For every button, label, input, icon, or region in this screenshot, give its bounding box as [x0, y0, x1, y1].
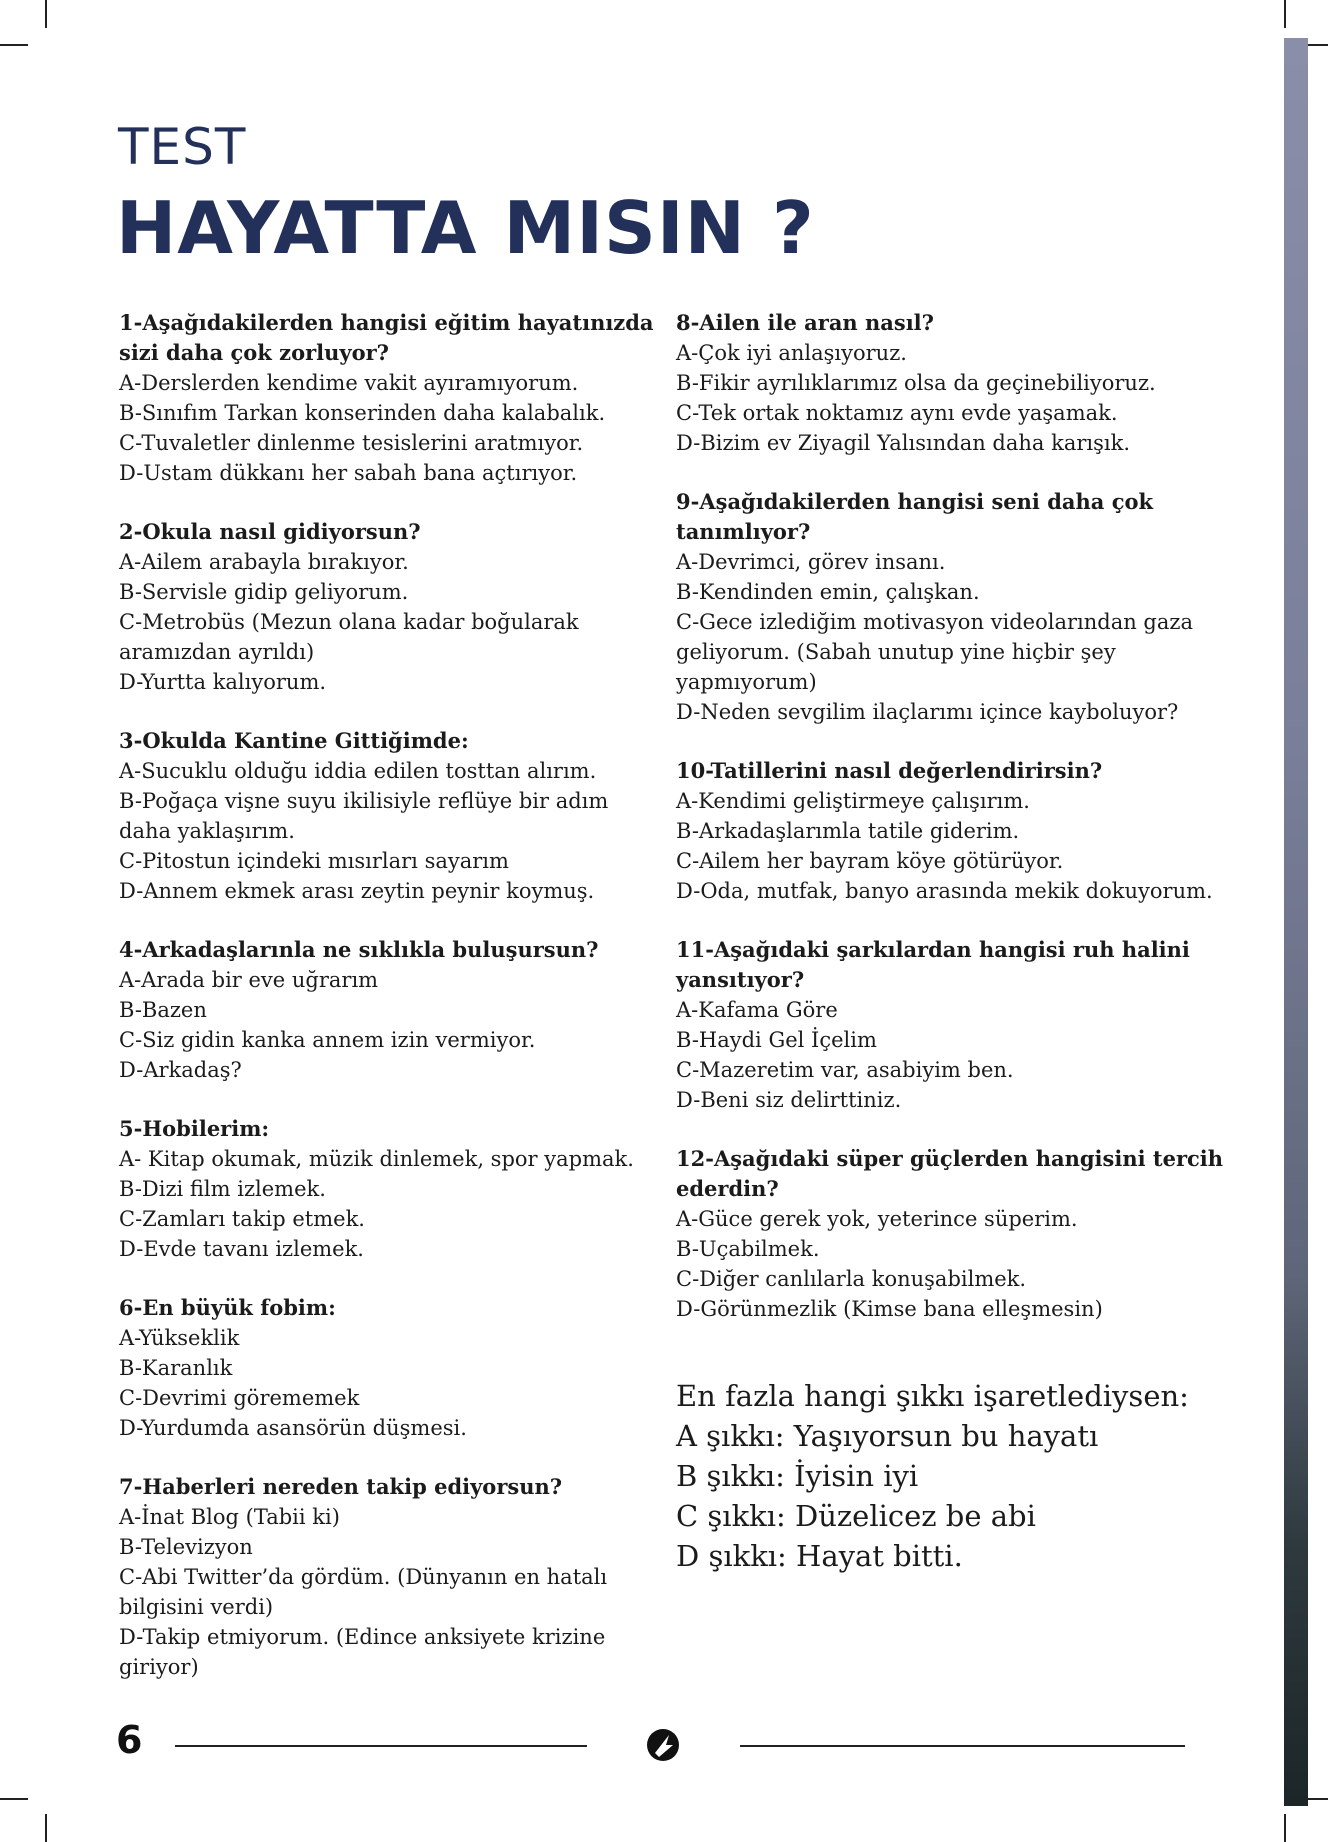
answer-option: B-Sınıfım Tarkan konserinden daha kalabalık. — [119, 401, 606, 425]
answer-option: B-Bazen — [119, 998, 207, 1022]
crop-mark — [1284, 1814, 1286, 1842]
answer-option: B-Fikir ayrılıklarımız olsa da geçinebiliyoruz. — [676, 371, 1156, 395]
crop-mark — [45, 0, 47, 28]
answer-option: B-Dizi film izlemek. — [119, 1177, 326, 1201]
answer-option: A-Kendimi geliştirmeye çalışırım. — [676, 789, 1030, 813]
answer-option: A-Çok iyi anlaşıyoruz. — [676, 341, 907, 365]
question-title: 4-Arkadaşlarınla ne sıklıkla buluşursun? — [119, 937, 599, 962]
question-title: 8-Ailen ile aran nasıl? — [676, 310, 934, 335]
summary-heading: En fazla hangi şıkkı işaretlediysen: — [676, 1379, 1189, 1413]
question-title: 6-En büyük fobim: — [119, 1295, 336, 1320]
question-title: 1-Aşağıdakilerden hangisi eğitim hayatınızda sizi daha çok zorluyor? — [119, 310, 654, 365]
question-block — [119, 935, 659, 1085]
answer-option: D-Takip etmiyorum. (Edince anksiyete krizine giriyor) — [119, 1625, 606, 1679]
answer-option: C-Pitostun içindeki mısırları sayarım — [119, 849, 509, 873]
answer-option: D-Bizim ev Ziyagil Yalısından daha karışık. — [676, 431, 1130, 455]
question-title: 2-Okula nasıl gidiyorsun? — [119, 519, 421, 544]
question-title: 5-Hobilerim: — [119, 1116, 270, 1141]
answer-option: D-Oda, mutfak, banyo arasında mekik dokuyorum. — [676, 879, 1213, 903]
question-block — [119, 726, 659, 906]
answer-option: D-Yurtta kalıyorum. — [119, 670, 327, 694]
answer-option: D-Neden sevgilim ilaçlarımı içince kayboluyor? — [676, 700, 1179, 724]
footer-divider — [175, 1745, 587, 1747]
question-block — [119, 1293, 659, 1443]
answer-option: C-Tuvaletler dinlenme tesislerini aratmıyor. — [119, 431, 584, 455]
answer-option: A-Ailem arabayla bırakıyor. — [119, 550, 409, 574]
summary-line: A şıkkı: Yaşıyorsun bu hayatı — [676, 1419, 1099, 1453]
answer-option: C-Devrimi görememek — [119, 1386, 360, 1410]
question-title: 10-Tatillerini nasıl değerlendirirsin? — [676, 758, 1103, 783]
answer-option: A-Yükseklik — [119, 1326, 240, 1350]
answer-option: C-Gece izlediğim motivasyon videolarından gaza geliyorum. (Sabah unutup yine hiçbir şey yapmıyorum) — [676, 610, 1193, 694]
page-number: 6 — [116, 1718, 143, 1762]
question-block — [676, 756, 1236, 906]
crop-mark — [45, 1814, 47, 1842]
question-block — [119, 517, 659, 697]
answer-option: D-Arkadaş? — [119, 1058, 242, 1082]
decorative-side-strip — [1284, 38, 1308, 1806]
summary-line: D şıkkı: Hayat bitti. — [676, 1539, 963, 1573]
answer-option: A-İnat Blog (Tabii ki) — [119, 1505, 340, 1529]
question-title: 11-Aşağıdaki şarkılardan hangisi ruh halini yansıtıyor? — [676, 937, 1190, 992]
summary-line: C şıkkı: Düzelicez be abi — [676, 1499, 1036, 1533]
answer-option: C-Mazeretim var, asabiyim ben. — [676, 1058, 1014, 1082]
answer-option: C-Diğer canlılarla konuşabilmek. — [676, 1267, 1027, 1291]
answer-option: C-Siz gidin kanka annem izin vermiyor. — [119, 1028, 536, 1052]
right-column — [676, 308, 1236, 1576]
answer-option: B-Televizyon — [119, 1535, 253, 1559]
question-title: 3-Okulda Kantine Gittiğimde: — [119, 728, 469, 753]
question-block — [676, 935, 1236, 1115]
left-column — [119, 308, 659, 1711]
answer-option: D-Yurdumda asansörün düşmesi. — [119, 1416, 467, 1440]
answer-option: A-Derslerden kendime vakit ayıramıyorum. — [119, 371, 579, 395]
answer-option: A-Devrimci, görev insanı. — [676, 550, 946, 574]
answer-option: C-Zamları takip etmek. — [119, 1207, 365, 1231]
question-title: 7-Haberleri nereden takip ediyorsun? — [119, 1474, 563, 1499]
crop-mark — [0, 1798, 28, 1800]
answer-option: D-Evde tavanı izlemek. — [119, 1237, 364, 1261]
answer-option: B-Poğaça vişne suyu ikilisiyle reflüye bir adım daha yaklaşırım. — [119, 789, 609, 843]
result-summary — [676, 1376, 1236, 1576]
summary-line: B şıkkı: İyisin iyi — [676, 1459, 919, 1493]
question-block — [676, 308, 1236, 458]
answer-option: B-Arkadaşlarımla tatile giderim. — [676, 819, 1020, 843]
answer-option: A-Kafama Göre — [676, 998, 838, 1022]
crop-mark — [0, 44, 28, 46]
answer-option: A-Güce gerek yok, yeterince süperim. — [676, 1207, 1078, 1231]
answer-option: B-Servisle gidip geliyorum. — [119, 580, 409, 604]
answer-option: B-Haydi Gel İçelim — [676, 1028, 877, 1052]
page-kicker: TEST — [118, 118, 247, 176]
page-title: HAYATTA MISIN ? — [116, 186, 815, 270]
question-block — [676, 487, 1236, 727]
answer-option: C-Ailem her bayram köye götürüyor. — [676, 849, 1064, 873]
question-block — [119, 1472, 659, 1682]
answer-option: D-Görünmezlik (Kimse bana elleşmesin) — [676, 1297, 1103, 1321]
answer-option: C-Metrobüs (Mezun olana kadar boğularak aramızdan ayrıldı) — [119, 610, 579, 664]
answer-option: B-Kendinden emin, çalışkan. — [676, 580, 980, 604]
footer-divider — [740, 1745, 1185, 1747]
question-title: 12-Aşağıdaki süper güçlerden hangisini tercih ederdin? — [676, 1146, 1224, 1201]
question-block — [119, 308, 659, 488]
crop-mark — [1284, 0, 1286, 28]
answer-option: D-Beni siz delirttiniz. — [676, 1088, 902, 1112]
answer-option: D-Ustam dükkanı her sabah bana açtırıyor. — [119, 461, 578, 485]
answer-option: C-Abi Twitter’da gördüm. (Dünyanın en hatalı bilgisini verdi) — [119, 1565, 608, 1619]
answer-option: D-Annem ekmek arası zeytin peynir koymuş. — [119, 879, 595, 903]
publisher-logo-icon — [643, 1725, 683, 1765]
question-block — [676, 1144, 1236, 1324]
question-block — [119, 1114, 659, 1264]
answer-option: A- Kitap okumak, müzik dinlemek, spor yapmak. — [119, 1147, 634, 1171]
question-title: 9-Aşağıdakilerden hangisi seni daha çok tanımlıyor? — [676, 489, 1154, 544]
answer-option: B-Uçabilmek. — [676, 1237, 820, 1261]
answer-option: A-Sucuklu olduğu iddia edilen tosttan alırım. — [119, 759, 597, 783]
answer-option: A-Arada bir eve uğrarım — [119, 968, 379, 992]
answer-option: B-Karanlık — [119, 1356, 233, 1380]
answer-option: C-Tek ortak noktamız aynı evde yaşamak. — [676, 401, 1118, 425]
